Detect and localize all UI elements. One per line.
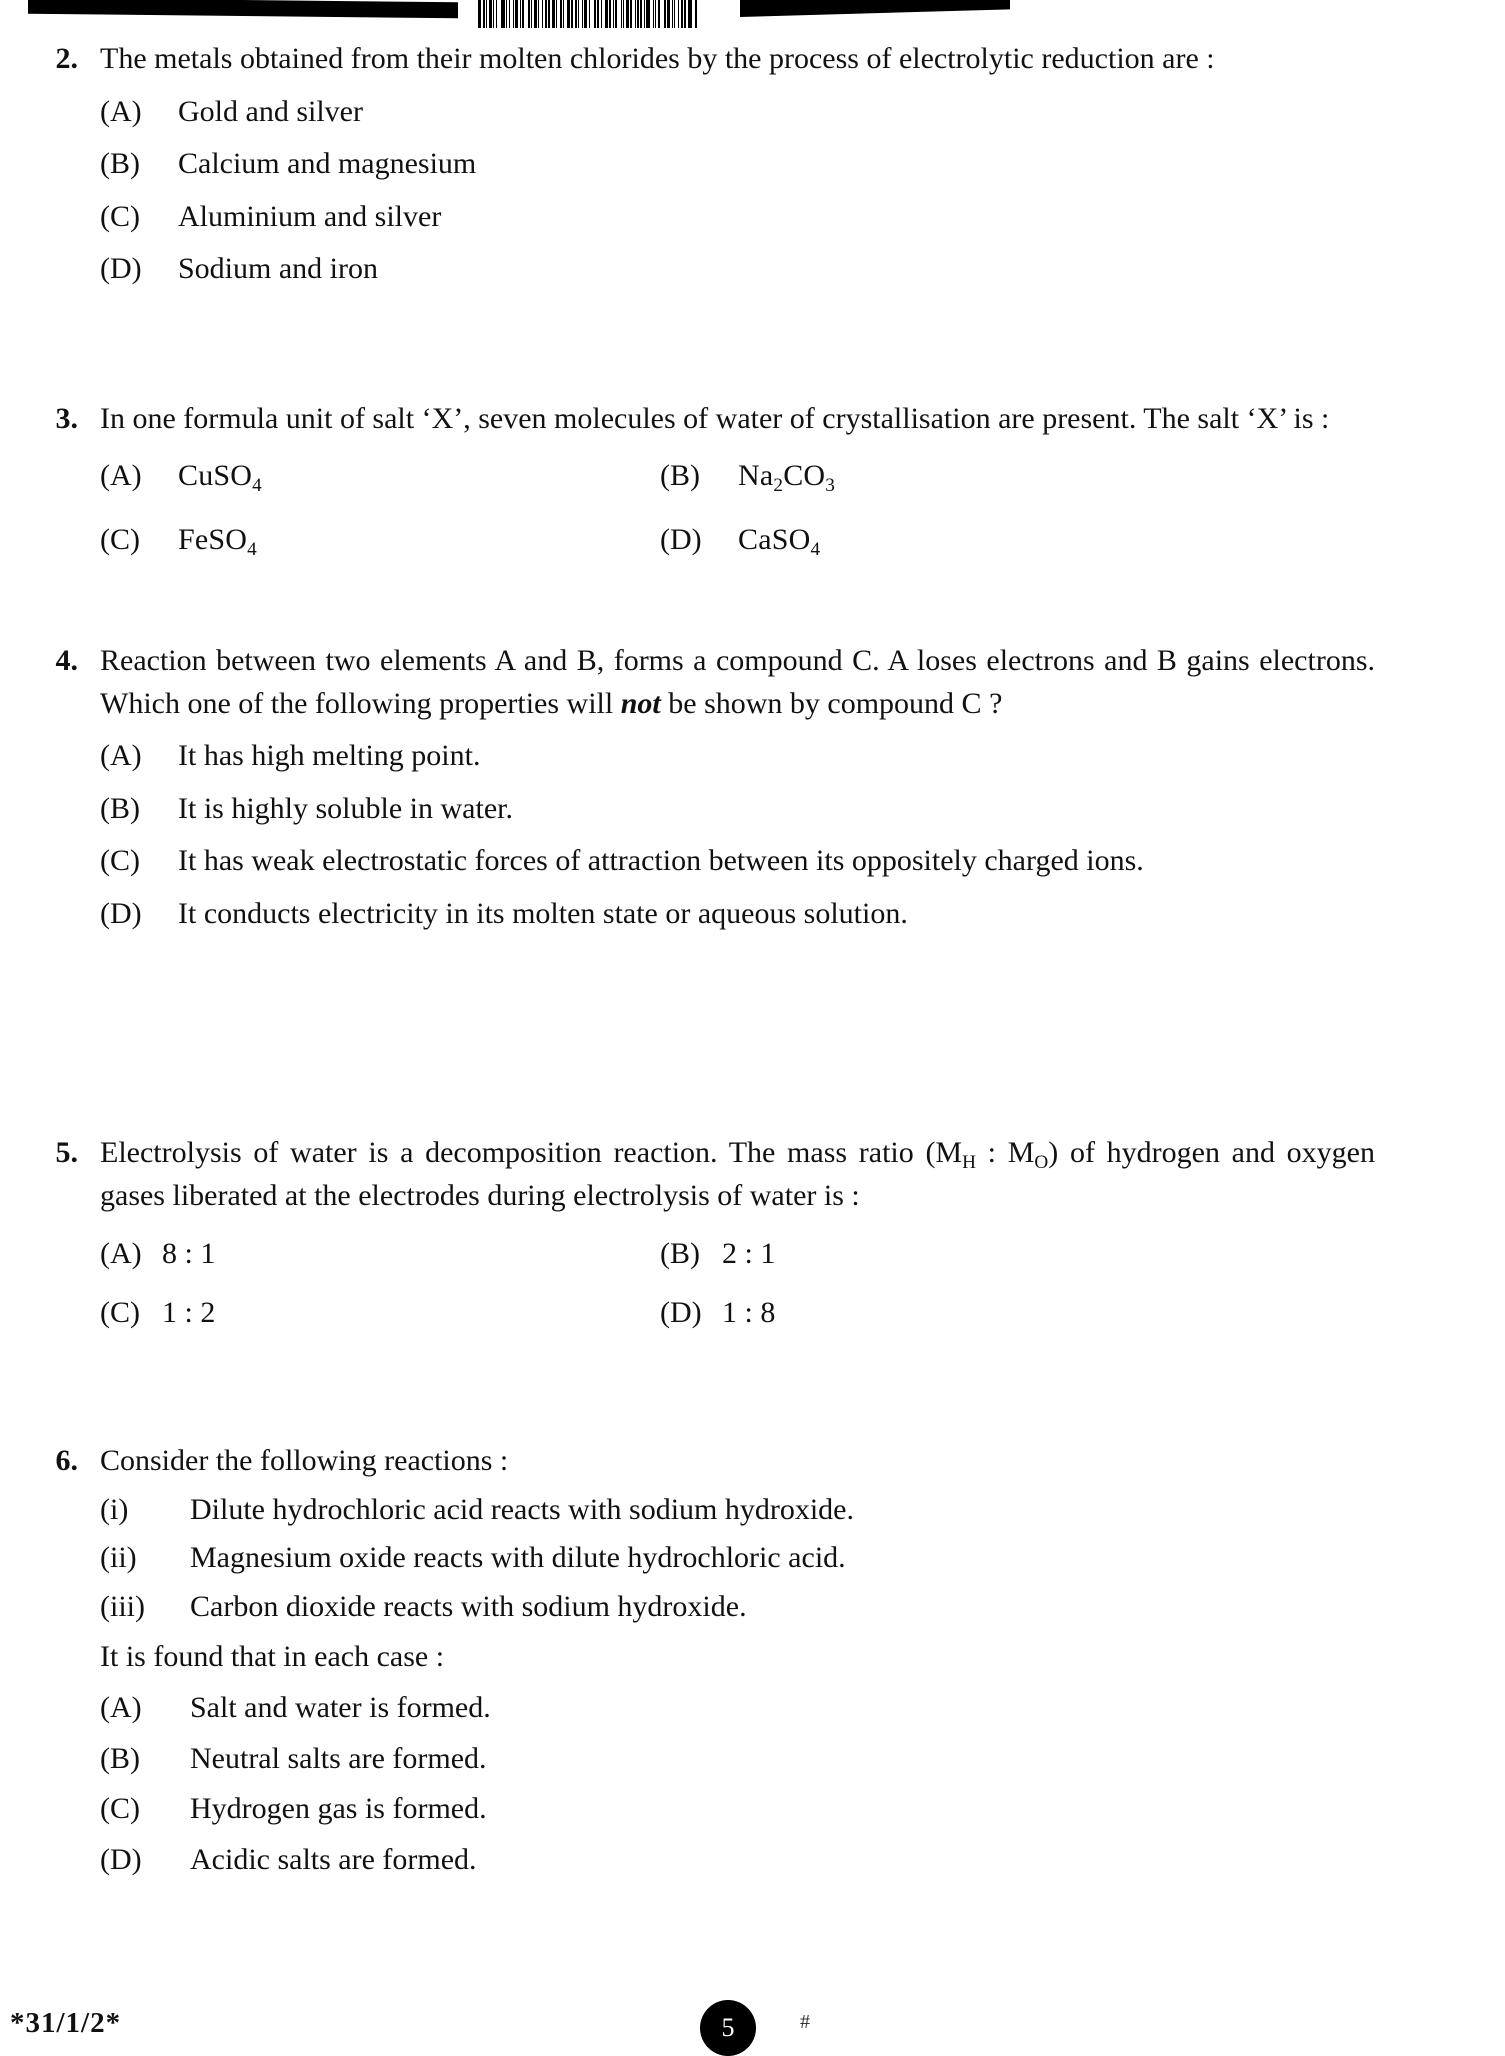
option-row[interactable] (100, 196, 1375, 239)
option-text: 2 : 1 (722, 1237, 776, 1271)
sub-item-row (100, 1489, 1375, 1532)
question-2-options (100, 91, 1375, 291)
option-row[interactable] (100, 893, 1375, 936)
option-formula: FeSO$_4$ (178, 523, 257, 560)
option-label: (D) (100, 252, 142, 286)
sub-item-row (100, 1586, 1375, 1629)
question-6-options (100, 1687, 1375, 1881)
option-text: Neutral salts are formed. (190, 1741, 487, 1775)
option-label: (B) (100, 791, 140, 825)
option-text: Acidic salts are formed. (190, 1842, 477, 1876)
question-5-number: 5. (55, 1136, 78, 1169)
option-formula: CuSO$_4$ (178, 458, 262, 496)
option-row[interactable] (100, 1839, 1375, 1882)
question-2-stem: The metals obtained from their molten chlorides by the process of electrolytic reduction are : (100, 42, 1215, 75)
option-row[interactable] (100, 519, 660, 562)
option-label: (D) (660, 523, 702, 557)
option-label: (B) (100, 1741, 140, 1775)
option-label: (C) (100, 523, 140, 557)
question-3 (0, 398, 1505, 562)
option-label: (B) (100, 147, 140, 181)
option-label: (A) (100, 458, 142, 492)
option-formula: CaSO$_4$ (738, 523, 821, 560)
sub-item-label: (iii) (100, 1589, 145, 1623)
option-text: It is highly soluble in water. (178, 791, 513, 825)
option-row[interactable] (660, 455, 1395, 498)
question-5-options (100, 1233, 1375, 1334)
option-row[interactable] (100, 735, 1375, 778)
option-label: (C) (100, 199, 140, 233)
option-label: (B) (660, 1237, 700, 1271)
option-text: Gold and silver (178, 94, 363, 128)
option-row[interactable] (100, 1292, 660, 1335)
option-label: (D) (100, 1842, 142, 1876)
option-label: (C) (100, 1792, 140, 1826)
question-6-lead-in: It is found that in each case : (100, 1640, 445, 1674)
option-text: 8 : 1 (162, 1237, 216, 1271)
option-row[interactable] (100, 143, 1375, 186)
option-row[interactable] (100, 455, 660, 498)
page-mark: # (800, 2011, 810, 2033)
question-5 (0, 1132, 1505, 1334)
option-label: (D) (100, 896, 142, 930)
option-label: (D) (660, 1295, 702, 1329)
sub-item-row (100, 1537, 1375, 1580)
option-label: (A) (100, 1690, 142, 1724)
option-text: Aluminium and silver (178, 199, 442, 233)
question-2-number: 2. (55, 42, 78, 75)
option-row[interactable] (100, 1738, 1375, 1781)
option-text: 1 : 8 (722, 1295, 776, 1329)
question-3-number: 3. (55, 402, 78, 435)
option-text: It has weak electrostatic forces of attraction between its oppositely charged ions. (178, 844, 1144, 878)
option-row[interactable] (660, 1233, 1375, 1276)
option-text: Calcium and magnesium (178, 147, 477, 181)
option-row[interactable] (100, 840, 1375, 883)
sub-item-label: (ii) (100, 1541, 137, 1575)
page-number-bubble: 5 (700, 2000, 756, 2056)
question-5-stem: Electrolysis of water is a decomposition reaction. The mass ratio ($M_H$ : $M_O$) of hydrogen and oxygen gases liberated at the electrodes during electrolysis of water is : (100, 1136, 1375, 1212)
option-row[interactable] (100, 788, 1375, 831)
sub-item-text: Magnesium oxide reacts with dilute hydrochloric acid. (190, 1541, 846, 1575)
option-row[interactable] (100, 1788, 1375, 1831)
option-text: 1 : 2 (162, 1295, 216, 1329)
sub-item-text: Dilute hydrochloric acid reacts with sodium hydroxide. (190, 1492, 854, 1526)
option-label: (A) (100, 739, 142, 773)
question-4 (0, 640, 1505, 936)
question-4-stem: Reaction between two elements A and B, forms a compound C. A loses electrons and B gains electrons. Which one of the following properties will not be shown by compound C ? (100, 644, 1375, 720)
option-row[interactable] (660, 1292, 1375, 1335)
option-label: (A) (100, 94, 142, 128)
paper-code: *31/1/2* (10, 2007, 122, 2039)
option-text: Hydrogen gas is formed. (190, 1792, 487, 1826)
option-text: Salt and water is formed. (190, 1690, 491, 1724)
option-row[interactable] (100, 91, 1375, 134)
option-label: (C) (100, 844, 140, 878)
option-text: It has high melting point. (178, 739, 481, 773)
question-6-sub-items (100, 1489, 1375, 1629)
option-row[interactable] (100, 1233, 660, 1276)
option-formula: $Na_2CO_3$ (738, 458, 836, 496)
question-2 (0, 38, 1505, 291)
question-6-number: 6. (55, 1444, 78, 1477)
question-6-stem: Consider the following reactions : (100, 1444, 509, 1477)
option-label: (B) (660, 458, 700, 492)
question-3-stem: In one formula unit of salt ‘X’, seven molecules of water of crystallisation are present. The salt ‘X’ is : (100, 402, 1330, 435)
option-row[interactable] (100, 1687, 1375, 1730)
option-label: (A) (100, 1237, 142, 1271)
option-text: Sodium and iron (178, 252, 378, 286)
option-row[interactable] (100, 248, 1375, 291)
option-label: (C) (100, 1295, 140, 1329)
page-footer (0, 1964, 1505, 2042)
sub-item-text: Carbon dioxide reacts with sodium hydroxide. (190, 1589, 747, 1623)
question-4-number: 4. (55, 644, 78, 677)
option-text: It conducts electricity in its molten state or aqueous solution. (178, 896, 908, 930)
question-3-options (100, 455, 1395, 562)
sub-item-label: (i) (100, 1492, 129, 1526)
question-6 (0, 1440, 1505, 1881)
option-row[interactable] (660, 519, 1395, 562)
question-4-options (100, 735, 1375, 935)
emphasis-not: not (620, 686, 661, 720)
